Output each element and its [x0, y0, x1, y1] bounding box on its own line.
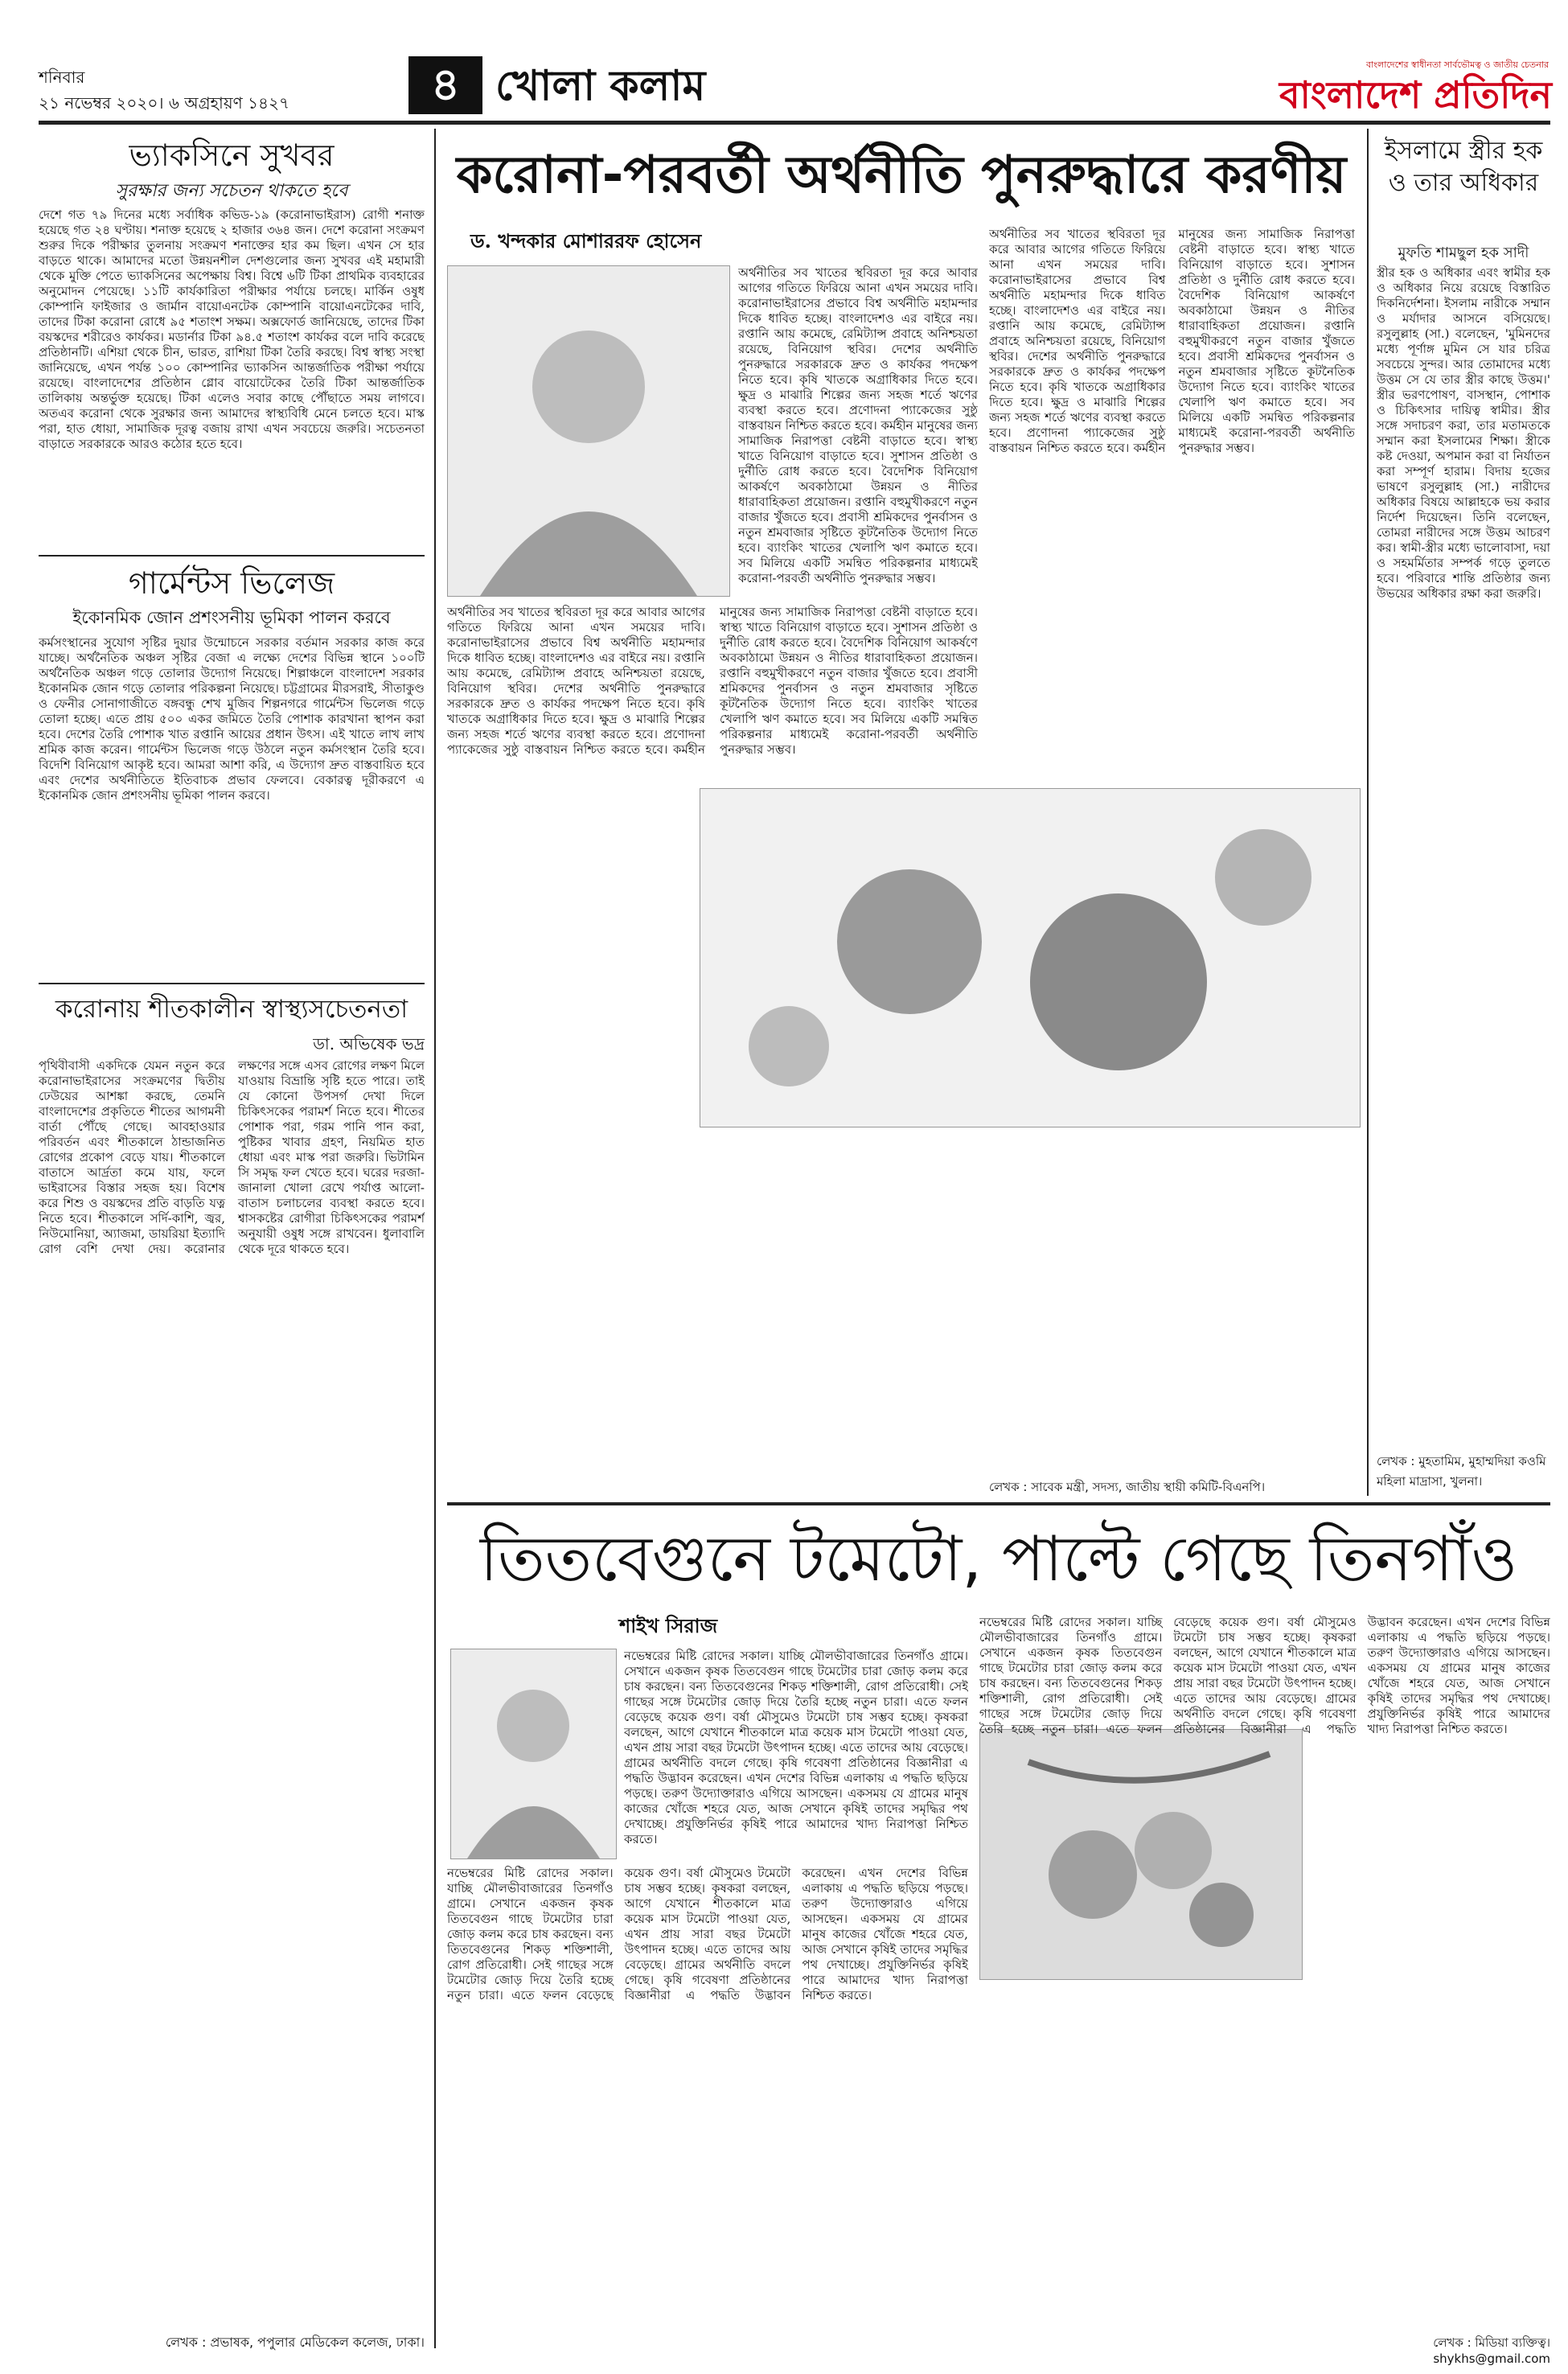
- islam-title: ইসলামে স্ত্রীর হক ও তার অধিকার: [1384, 137, 1543, 197]
- islam-author: মুফতি শামছুল হক সাদী: [1398, 244, 1529, 261]
- section-title: খোলা কলাম: [495, 62, 706, 110]
- column-rule: [434, 129, 436, 2348]
- masthead-logo: বাংলাদেশ প্রতিদিন: [1279, 73, 1552, 117]
- page-number: ৪: [408, 56, 482, 114]
- divider: [39, 555, 425, 557]
- economy-author: ড. খন্দকার মোশাররফ হোসেন: [470, 229, 702, 253]
- islam-footer: লেখক : মুহতামিম, মুহাম্মদিয়া কওমি মহিলা মাদ্রাসা, খুলনা।: [1377, 1454, 1546, 1489]
- tomato-email[interactable]: shykhs@gmail.com: [1433, 2351, 1550, 2366]
- economy-body: অর্থনীতির সব খাতের স্থবিরতা দূর করে আবার আগের গতিতে ফিরিয়ে আনা এখন সময়ের দাবি। করোনাভাইরাসের প্রভাবে বিশ্ব অর্থনীতি মহামন্দার দিকে ধাবিত হচ্ছে। বাংলাদেশও এর বাইরে নয়। রপ্তানি আয় কমেছে, রেমিট্যান্স প্রবাহে অনিশ্চয়তা রয়েছে, বিনিয়োগ স্থবির। দেশের অর্থনীতি পুনরুদ্ধারে সরকারকে দ্রুত ও কার্যকর পদক্ষেপ নিতে হবে। কৃষি খাতকে অগ্রাধিকার দিতে হবে। ক্ষুদ্র ও মাঝারি শিল্পের জন্য সহজ শর্তে ঋণের ব্যবস্থা করতে হবে। প্রণোদনা প্যাকেজের সুষ্ঠু বাস্তবায়ন নিশ্চিত করতে হবে। কর্মহীন মানুষের জন্য সামাজিক নিরাপত্তা বেষ্টনী বাড়াতে হবে। স্বাস্থ্য খাতে বিনিয়োগ বাড়াতে হবে। সুশাসন প্রতিষ্ঠা ও দুর্নীতি রোধ করতে হবে। বৈদেশিক বিনিয়োগ আকর্ষণে অবকাঠামো উন্নয়ন ও নীতির ধারাবাহিকতা প্রয়োজন। রপ্তানি বহুমুখীকরণে নতুন বাজার খুঁজতে হবে। প্রবাসী শ্রমিকদের পুনর্বাসন ও নতুন শ্রমবাজার সৃষ্টিতে কূটনৈতিক উদ্যোগ নিতে হবে। ব্যাংকিং খাতের খেলাপি ঋণ কমাতে হবে। সব মিলিয়ে একটি সমন্বিত পরিকল্পনার মাধ্যমেই করোনা-পরবর্তী অর্থনীতি পুনরুদ্ধার সম্ভব।: [447, 605, 978, 757]
- header-rule: [39, 121, 1550, 125]
- garments-title: গার্মেন্টস ভিলেজ: [128, 565, 335, 601]
- tomato-body-right: নভেম্বরের মিষ্টি রোদের সকাল। যাচ্ছি মৌলভীবাজারের তিনগাঁও গ্রামে। সেখানে একজন কৃষক তিতবেগুন গাছে টমেটোর চারা জোড় কলম করে চাষ করছেন। বন্য তিতবেগুনের শিকড় শক্তিশালী, রোগ প্রতিরোধী। সেই গাছের সঙ্গে টমেটোর জোড় দিয়ে তৈরি হচ্ছে নতুন চারা। এতে ফলন বেড়েছে কয়েক গুণ। বর্ষা মৌসুমেও টমেটো চাষ সম্ভব হচ্ছে। কৃষকরা বলছেন, আগে যেখানে শীতকালে মাত্র কয়েক মাস টমেটো পাওয়া যেত, এখন প্রায় সারা বছর টমেটো উৎপাদন হচ্ছে। এতে তাদের আয় বেড়েছে। গ্রামের অর্থনীতি বদলে গেছে। কৃষি গবেষণা প্রতিষ্ঠানের বিজ্ঞানীরা এ পদ্ধতি উদ্ভাবন করেছেন। এখন দেশের বিভিন্ন এলাকায় এ পদ্ধতি ছড়িয়ে পড়ছে। তরুণ উদ্যোক্তারাও এগিয়ে আসছেন। একসময় যে গ্রামের মানুষ কাজের খোঁজে শহরে যেত, আজ সেখানে কৃষিই তাদের সমৃদ্ধির পথ দেখাচ্ছে। প্রযুক্তিনির্ভর কৃষিই পারে আমাদের খাদ্য নিরাপত্তা নিশ্চিত করতে।: [979, 1615, 1550, 1736]
- section-rule: [447, 1502, 1550, 1505]
- winter-body: পৃথিবীবাসী একদিকে যেমন নতুন করে করোনাভাইরাসের সংক্রমণের দ্বিতীয় ঢেউয়ের আশঙ্কা করছে, তেমনি বাংলাদেশের প্রকৃতিতে শীতের আগমনী বার্তা পৌঁছে গেছে। আবহাওয়ার পরিবর্তন এবং শীতকালে ঠান্ডাজনিত রোগের প্রকোপ বেড়ে যায়। শীতকালে বাতাসে আর্দ্রতা কমে যায়, ফলে ভাইরাসের বিস্তার সহজ হয়। বিশেষ করে শিশু ও বয়স্কদের প্রতি বাড়তি যত্ন নিতে হবে। শীতকালে সর্দি-কাশি, জ্বর, নিউমোনিয়া, অ্যাজমা, ডায়রিয়া ইত্যাদি রোগ বেশি দেখা দেয়। করোনার লক্ষণের সঙ্গে এসব রোগের লক্ষণ মিলে যাওয়ায় বিভ্রান্তি সৃষ্টি হতে পারে। তাই যে কোনো উপসর্গ দেখা দিলে চিকিৎসকের পরামর্শ নিতে হবে। শীতের পোশাক পরা, গরম পানি পান করা, পুষ্টিকর খাবার গ্রহণ, নিয়মিত হাত ধোয়া এবং মাস্ক পরা জরুরি। ভিটামিন সি সমৃদ্ধ ফল খেতে হবে। ঘরের দরজা-জানালা খোলা রেখে পর্যাপ্ত আলো-বাতাস চলাচলের ব্যবস্থা করতে হবে। শ্বাসকষ্টের রোগীরা চিকিৎসকের পরামর্শ অনুযায়ী ওষুধ সঙ্গে রাখবেন। ধুলাবালি থেকে দূরে থাকতে হবে।: [39, 1058, 425, 1256]
- economy-title: করোনা-পরবর্তী অর্থনীতি পুনরুদ্ধারে করণীয়: [456, 146, 1347, 205]
- tomato-title: তিতবেগুনে টমেটো, পাল্টে গেছে তিনগাঁও: [479, 1523, 1518, 1596]
- column-rule: [1367, 129, 1369, 1496]
- tomato-body-top: নভেম্বরের মিষ্টি রোদের সকাল। যাচ্ছি মৌলভীবাজারের তিনগাঁও গ্রামে। সেখানে একজন কৃষক তিতবেগুন গাছে টমেটোর চারা জোড় কলম করে চাষ করছেন। বন্য তিতবেগুনের শিকড় শক্তিশালী, রোগ প্রতিরোধী। সেই গাছের সঙ্গে টমেটোর জোড় দিয়ে তৈরি হচ্ছে নতুন চারা। এতে ফলন বেড়েছে কয়েক গুণ। বর্ষা মৌসুমেও টমেটো চাষ সম্ভব হচ্ছে। কৃষকরা বলছেন, আগে যেখানে শীতকালে মাত্র কয়েক মাস টমেটো পাওয়া যেত, এখন প্রায় সারা বছর টমেটো উৎপাদন হচ্ছে। এতে তাদের আয় বেড়েছে। গ্রামের অর্থনীতি বদলে গেছে। কৃষি গবেষণা প্রতিষ্ঠানের বিজ্ঞানীরা এ পদ্ধতি উদ্ভাবন করেছেন। এখন দেশের বিভিন্ন এলাকায় এ পদ্ধতি ছড়িয়ে পড়ছে। তরুণ উদ্যোক্তারাও এগিয়ে আসছেন। একসময় যে গ্রামের মানুষ কাজের খোঁজে শহরে যেত, আজ সেখানে কৃষিই তাদের সমৃদ্ধির পথ দেখাচ্ছে। প্রযুক্তিনির্ভর কৃষিই পারে আমাদের খাদ্য নিরাপত্তা নিশ্চিত করতে।: [624, 1649, 968, 1846]
- header-date: ২১ নভেম্বর ২০২০। ৬ অগ্রহায়ণ ১৪২৭: [39, 93, 290, 113]
- vaccine-title: ভ্যাকসিনে সুখবর: [129, 138, 335, 173]
- author-portrait-icon: [451, 1649, 616, 1859]
- economy-footer: লেখক : সাবেক মন্ত্রী, সদস্য, জাতীয় স্থায়ী কমিটি-বিএনপি।: [989, 1480, 1266, 1494]
- garments-subtitle: ইকোনমিক জোন প্রশংসনীয় ভূমিকা পালন করবে: [72, 608, 391, 627]
- islam-body: স্ত্রীর হক ও অধিকার এবং স্বামীর হক ও অধিকার নিয়ে রয়েছে বিস্তারিত দিকনির্দেশনা। ইসলাম নারীকে সম্মান ও মর্যাদার আসনে বসিয়েছে। রসুলুল্লাহ (সা.) বলেছেন, 'মুমিনদের মধ্যে পূর্ণাঙ্গ মুমিন সে যার চরিত্র সবচেয়ে সুন্দর। আর তোমাদের মধ্যে উত্তম সে যে তার স্ত্রীর কাছে উত্তম।' স্ত্রীর ভরণপোষণ, বাসস্থান, পোশাক ও চিকিৎসার দায়িত্ব স্বামীর। স্ত্রীর সঙ্গে সদাচরণ করা, তার মতামতকে সম্মান করা ইসলামের শিক্ষা। স্ত্রীকে কষ্ট দেওয়া, অপমান করা বা নির্যাতন করা সম্পূর্ণ হারাম। বিদায় হজের ভাষণে রসুলুল্লাহ (সা.) নারীদের অধিকার বিষয়ে আল্লাহকে ভয় করার নির্দেশ দিয়েছেন। তিনি বলেছেন, তোমরা নারীদের সঙ্গে উত্তম আচরণ কর। স্বামী-স্ত্রীর মধ্যে ভালোবাসা, দয়া ও সহমর্মিতার সম্পর্ক গড়ে তুলতে হবে। পরিবারে শান্তি প্রতিষ্ঠার জন্য উভয়ের অধিকার রক্ষা করা জরুরি।: [1377, 265, 1550, 601]
- vaccine-subtitle: সুরক্ষার জন্য সচেতন থাকতে হবে: [115, 181, 348, 201]
- economy-body-right: অর্থনীতির সব খাতের স্থবিরতা দূর করে আবার আগের গতিতে ফিরিয়ে আনা এখন সময়ের দাবি। করোনাভাইরাসের প্রভাবে বিশ্ব অর্থনীতি মহামন্দার দিকে ধাবিত হচ্ছে। বাংলাদেশও এর বাইরে নয়। রপ্তানি আয় কমেছে, রেমিট্যান্স প্রবাহে অনিশ্চয়তা রয়েছে, বিনিয়োগ স্থবির। দেশের অর্থনীতি পুনরুদ্ধারে সরকারকে দ্রুত ও কার্যকর পদক্ষেপ নিতে হবে। কৃষি খাতকে অগ্রাধিকার দিতে হবে। ক্ষুদ্র ও মাঝারি শিল্পের জন্য সহজ শর্তে ঋণের ব্যবস্থা করতে হবে। প্রণোদনা প্যাকেজের সুষ্ঠু বাস্তবায়ন নিশ্চিত করতে হবে। কর্মহীন মানুষের জন্য সামাজিক নিরাপত্তা বেষ্টনী বাড়াতে হবে। স্বাস্থ্য খাতে বিনিয়োগ বাড়াতে হবে। সুশাসন প্রতিষ্ঠা ও দুর্নীতি রোধ করতে হবে। বৈদেশিক বিনিয়োগ আকর্ষণে অবকাঠামো উন্নয়ন ও নীতির ধারাবাহিকতা প্রয়োজন। রপ্তানি বহুমুখীকরণে নতুন বাজার খুঁজতে হবে। প্রবাসী শ্রমিকদের পুনর্বাসন ও নতুন শ্রমবাজার সৃষ্টিতে কূটনৈতিক উদ্যোগ নিতে হবে। ব্যাংকিং খাতের খেলাপি ঋণ কমাতে হবে। সব মিলিয়ে একটি সমন্বিত পরিকল্পনার মাধ্যমেই করোনা-পরবর্তী অর্থনীতি পুনরুদ্ধার সম্ভব।: [989, 227, 1355, 455]
- economy-body-top: অর্থনীতির সব খাতের স্থবিরতা দূর করে আবার আগের গতিতে ফিরিয়ে আনা এখন সময়ের দাবি। করোনাভাইরাসের প্রভাবে বিশ্ব অর্থনীতি মহামন্দার দিকে ধাবিত হচ্ছে। বাংলাদেশও এর বাইরে নয়। রপ্তানি আয় কমেছে, রেমিট্যান্স প্রবাহে অনিশ্চয়তা রয়েছে, বিনিয়োগ স্থবির। দেশের অর্থনীতি পুনরুদ্ধারে সরকারকে দ্রুত ও কার্যকর পদক্ষেপ নিতে হবে। কৃষি খাতকে অগ্রাধিকার দিতে হবে। ক্ষুদ্র ও মাঝারি শিল্পের জন্য সহজ শর্তে ঋণের ব্যবস্থা করতে হবে। প্রণোদনা প্যাকেজের সুষ্ঠু বাস্তবায়ন নিশ্চিত করতে হবে। কর্মহীন মানুষের জন্য সামাজিক নিরাপত্তা বেষ্টনী বাড়াতে হবে। স্বাস্থ্য খাতে বিনিয়োগ বাড়াতে হবে। সুশাসন প্রতিষ্ঠা ও দুর্নীতি রোধ করতে হবে। বৈদেশিক বিনিয়োগ আকর্ষণে অবকাঠামো উন্নয়ন ও নীতির ধারাবাহিকতা প্রয়োজন। রপ্তানি বহুমুখীকরণে নতুন বাজার খুঁজতে হবে। প্রবাসী শ্রমিকদের পুনর্বাসন ও নতুন শ্রমবাজার সৃষ্টিতে কূটনৈতিক উদ্যোগ নিতে হবে। ব্যাংকিং খাতের খেলাপি ঋণ কমাতে হবে। সব মিলিয়ে একটি সমন্বিত পরিকল্পনার মাধ্যমেই করোনা-পরবর্তী অর্থনীতি পুনরুদ্ধার সম্ভব।: [738, 265, 978, 585]
- tomato-author: শাইখ সিরাজ: [619, 1614, 718, 1637]
- winter-footer: লেখক : প্রভাষক, পপুলার মেডিকেল কলেজ, ঢাকা।: [165, 2335, 425, 2350]
- divider: [39, 983, 425, 984]
- masthead-tagline: বাংলাদেশের স্বাধীনতা সার্বভৌমত্ব ও জাতীয় চেতনার: [1365, 60, 1549, 70]
- header-day: শনিবার: [39, 68, 85, 87]
- winter-title: করোনায় শীতকালীন স্বাস্থ্যসচেতনতা: [55, 995, 408, 1024]
- author-portrait-icon: [448, 266, 729, 596]
- economy-author-photo: [447, 265, 730, 597]
- tomato-body: নভেম্বরের মিষ্টি রোদের সকাল। যাচ্ছি মৌলভীবাজারের তিনগাঁও গ্রামে। সেখানে একজন কৃষক তিতবেগুন গাছে টমেটোর চারা জোড় কলম করে চাষ করছেন। বন্য তিতবেগুনের শিকড় শক্তিশালী, রোগ প্রতিরোধী। সেই গাছের সঙ্গে টমেটোর জোড় দিয়ে তৈরি হচ্ছে নতুন চারা। এতে ফলন বেড়েছে কয়েক গুণ। বর্ষা মৌসুমেও টমেটো চাষ সম্ভব হচ্ছে। কৃষকরা বলছেন, আগে যেখানে শীতকালে মাত্র কয়েক মাস টমেটো পাওয়া যেত, এখন প্রায় সারা বছর টমেটো উৎপাদন হচ্ছে। এতে তাদের আয় বেড়েছে। গ্রামের অর্থনীতি বদলে গেছে। কৃষি গবেষণা প্রতিষ্ঠানের বিজ্ঞানীরা এ পদ্ধতি উদ্ভাবন করেছেন। এখন দেশের বিভিন্ন এলাকায় এ পদ্ধতি ছড়িয়ে পড়ছে। তরুণ উদ্যোক্তারাও এগিয়ে আসছেন। একসময় যে গ্রামের মানুষ কাজের খোঁজে শহরে যেত, আজ সেখানে কৃষিই তাদের সমৃদ্ধির পথ দেখাচ্ছে। প্রযুক্তিনির্ভর কৃষিই পারে আমাদের খাদ্য নিরাপত্তা নিশ্চিত করতে।: [447, 1866, 968, 2002]
- tomato-author-photo: [450, 1649, 617, 1859]
- winter-author: ডা. অভিষেক ভদ্র: [313, 1034, 425, 1054]
- garments-body: কর্মসংস্থানের সুযোগ সৃষ্টির দুয়ার উন্মোচনে সরকার বর্তমান সরকার কাজ করে যাচ্ছে। অর্থনৈতিক অঞ্চল সৃষ্টির বেজা এ লক্ষ্যে দেশের বিভিন্ন স্থানে ১০০টি অর্থনৈতিক অঞ্চল গড়ে তোলার উদ্যোগ নিয়েছে। শিল্পাঞ্চলে বাংলাদেশ সরকার ইকোনমিক জোন গড়ে তোলার পরিকল্পনা নিয়েছে। চট্টগ্রামের মীরসরাই, সীতাকুণ্ড ও ফেনীর সোনাগাজীতে বঙ্গবন্ধু শেখ মুজিব শিল্পনগরে গার্মেন্টস ভিলেজ গড়ে তোলা হচ্ছে। এতে প্রায় ৫০০ একর জমিতে তৈরি পোশাক কারখানা স্থাপন করা হবে। দেশের তৈরি পোশাক খাত রপ্তানি আয়ের প্রধান উৎস। এই খাতে লাখ লাখ শ্রমিক কাজ করেন। গার্মেন্টস ভিলেজ গড়ে উঠলে নতুন কর্মসংস্থান তৈরি হবে। বিদেশি বিনিয়োগ আকৃষ্ট হবে। আমরা আশা করি, এ উদ্যোগ দ্রুত বাস্তবায়িত হবে এবং দেশের অর্থনীতিতে ইতিবাচক প্রভাব ফেলবে। বেকারত্ব দূরীকরণে এ ইকোনমিক জোন প্রশংসনীয় ভূমিকা পালন করবে।: [39, 635, 425, 803]
- vaccine-body: দেশে গত ৭৯ দিনের মধ্যে সর্বাধিক কভিড-১৯ (করোনাভাইরাস) রোগী শনাক্ত হয়েছে গত ২৪ ঘণ্টায়। শনাক্ত হয়েছে ২ হাজার ৩৬৪ জন। দেশে করোনা সংক্রমণ শুরুর দিকে পরীক্ষার তুলনায় সংক্রমণ শনাক্তের হার কম ছিল। এখন সে হার বাড়তে থাকে। আমাদের মতো উন্নয়নশীল দেশগুলোর জন্য সুখবর এই মহামারী থেকে মুক্তি পেতে ভ্যাকসিনের অপেক্ষায় বিশ্ব। বিশ্বে ৬টি টিকা প্রাথমিক ব্যবহারের অনুমোদন পেয়েছে। ১১টি কার্যকারিতা পরীক্ষার পর্যায়ে চলছে। মার্কিন ওষুধ কোম্পানি ফাইজার ও জার্মান বায়োএনটেক কোম্পানি বায়োএনটেকের দাবি, তাদের টিকা করোনা রোধে ৯৫ শতাংশ সক্ষম। অক্সফোর্ড জানিয়েছে, তাদের টিকা বয়স্কদের শরীরেও কার্যকর। মডার্নার টিকা ৯৪.৫ শতাংশ কার্যকর বলে দাবি করেছে প্রতিষ্ঠানটি। এশিয়া থেকে চীন, ভারত, রাশিয়া টিকা তৈরি করছে। বিশ্ব স্বাস্থ্য সংস্থা জানিয়েছে, এখন পর্যন্ত ১০০ কোম্পানির ভ্যাকসিন আন্তর্জাতিক পরীক্ষা পর্যায়ে রয়েছে। বাংলাদেশের প্রতিষ্ঠান গ্লোব বায়োটেকের তৈরি টিকা আন্তর্জাতিক তালিকায় অন্তর্ভুক্ত হয়েছে। টিকা এলেও সবার কাছে পৌঁছাতে সময় লাগবে। অতএব করোনা থেকে সুরক্ষার জন্য আমাদের স্বাস্থ্যবিধি মেনে চলতে হবে। মাস্ক পরা, হাত ধোয়া, সামাজিক দূরত্ব বজায় রাখা এখন সবচেয়ে জরুরি। সচেতনতা বাড়াতে সরকারকে আরও কঠোর হতে হবে।: [39, 207, 425, 451]
- tomato-footer: লেখক : মিডিয়া ব্যক্তিত্ব।: [1433, 2335, 1550, 2350]
